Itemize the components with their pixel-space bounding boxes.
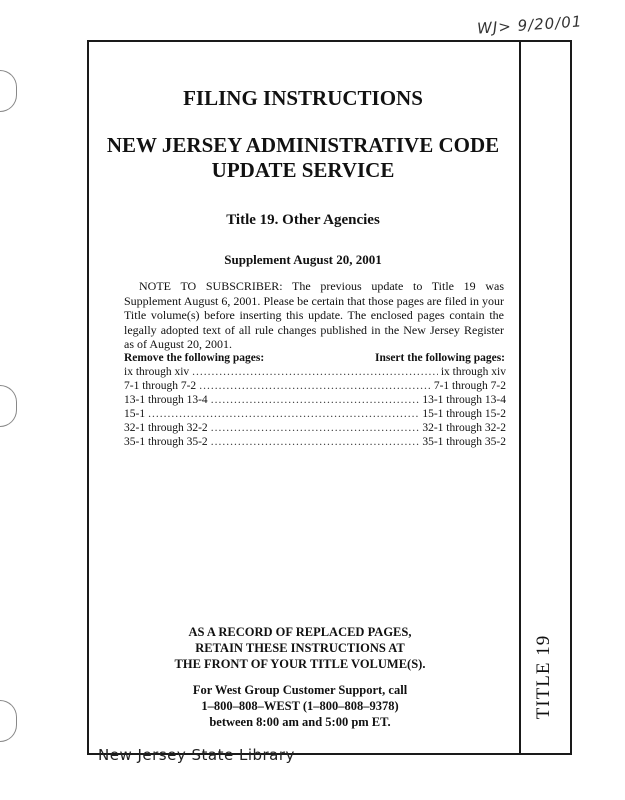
support-hours: between 8:00 am and 5:00 pm ET. xyxy=(209,715,391,729)
spine-title: TITLE 19 xyxy=(533,634,554,720)
retain-line: AS A RECORD OF REPLACED PAGES, xyxy=(188,625,412,639)
title-line: Title 19. Other Agencies xyxy=(226,212,380,228)
remove-pages-cell: 35-1 through 35-2 xyxy=(124,436,208,448)
supplement-date: Supplement August 20, 2001 xyxy=(224,252,382,267)
table-row xyxy=(124,379,506,393)
retain-line: THE FRONT OF YOUR TITLE VOLUME(S). xyxy=(174,657,426,671)
insert-pages-header: Insert the following pages: xyxy=(374,352,505,364)
punch-hole-bottom xyxy=(0,700,17,742)
code-title: NEW JERSEY ADMINISTRATIVE CODE xyxy=(106,133,500,157)
dot-leader xyxy=(211,393,420,407)
insert-pages-cell: 13-1 through 13-4 xyxy=(422,394,506,406)
dot-leader xyxy=(148,407,419,421)
table-row xyxy=(124,393,506,407)
insert-pages-cell: 35-1 through 35-2 xyxy=(422,436,506,448)
support-phone: 1–800–808–WEST (1–800–808–9378) xyxy=(201,699,399,713)
spine-divider xyxy=(519,40,521,755)
remove-pages-cell: ix through xiv xyxy=(124,366,190,378)
spine-label xyxy=(524,632,564,722)
document-heading: FILING INSTRUCTIONS xyxy=(183,86,423,110)
table-row xyxy=(124,435,506,449)
retain-line: RETAIN THESE INSTRUCTIONS AT xyxy=(195,641,405,655)
remove-pages-cell: 15-1 xyxy=(124,408,146,420)
insert-pages-cell: 15-1 through 15-2 xyxy=(422,408,506,420)
insert-pages-cell: 7-1 through 7-2 xyxy=(433,380,506,392)
retain-instructions xyxy=(150,624,450,672)
library-stamp: New Jersey State Library xyxy=(98,746,295,764)
remove-pages-cell: 13-1 through 13-4 xyxy=(124,394,208,406)
table-row xyxy=(124,407,506,421)
update-service-title: UPDATE SERVICE xyxy=(211,158,395,182)
punch-hole-middle xyxy=(0,385,17,427)
remove-pages-header: Remove the following pages: xyxy=(124,352,265,364)
remove-pages-cell: 32-1 through 32-2 xyxy=(124,422,208,434)
support-line: For West Group Customer Support, call xyxy=(192,683,408,697)
dot-leader xyxy=(199,379,431,393)
dot-leader xyxy=(211,421,420,435)
insert-pages-cell: ix through xiv xyxy=(440,366,506,378)
subscriber-note: NOTE TO SUBSCRIBER: The previous update to Title 19 was Supplement August 6, 2001. Please be certain that those pages are filed in your Title volume(s) before inserting this update. The enclosed pages contain the legally adopted text of all rule changes published in the New Jersey Register as of August 20, 2001. xyxy=(124,279,504,351)
dot-leader xyxy=(192,365,438,379)
table-row xyxy=(124,365,506,379)
customer-support-info xyxy=(150,682,450,730)
table-row xyxy=(124,421,506,435)
dot-leader xyxy=(211,435,420,449)
punch-hole-top xyxy=(0,70,17,112)
insert-pages-cell: 32-1 through 32-2 xyxy=(422,422,506,434)
remove-pages-cell: 7-1 through 7-2 xyxy=(124,380,197,392)
page-replacement-table xyxy=(124,365,506,449)
handwritten-note: WJ> 9/20/01 xyxy=(476,12,583,38)
